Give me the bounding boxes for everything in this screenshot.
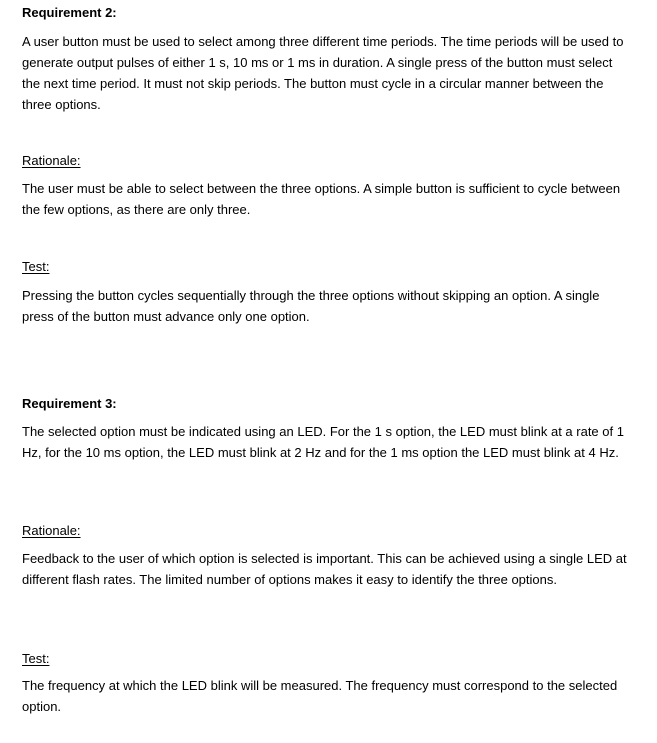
requirement-3-test-label: Test: [22,651,50,666]
requirement-3-heading: Requirement 3: [22,396,117,411]
requirement-2-rationale: The user must be able to select between the three options. A simple button is sufficient to cycle between the few options, as there are only three. [22,181,621,217]
requirement-2-rationale-label: Rationale: [22,153,81,168]
requirement-3-rationale: Feedback to the user of which option is selected is important. This can be achieved using a single LED at different flash rates. The limited number of options makes it easy to identify the three options. [22,551,627,587]
requirement-2-test-label: Test: [22,259,50,274]
requirement-2-body: A user button must be used to select among three different time periods. The time periods will be used to generate output pulses of either 1 s, 10 ms or 1 ms in duration. A single press of the button must select the next time period. It must not skip periods. The button must cycle in a circular manner between the three options. [22,34,624,112]
requirement-3-rationale-label: Rationale: [22,523,81,538]
requirement-2-test: Pressing the button cycles sequentially through the three options without skipping an option. A single press of the button must advance only one option. [22,288,600,324]
requirement-2-heading: Requirement 2: [22,5,117,20]
requirement-3-test: The frequency at which the LED blink will be measured. The frequency must correspond to the selected option. [22,678,618,714]
requirement-3-body: The selected option must be indicated using an LED. For the 1 s option, the LED must blink at a rate of 1 Hz, for the 10 ms option, the LED must blink at 2 Hz and for the 1 ms option the LED must blink at 4 Hz. [22,424,624,460]
